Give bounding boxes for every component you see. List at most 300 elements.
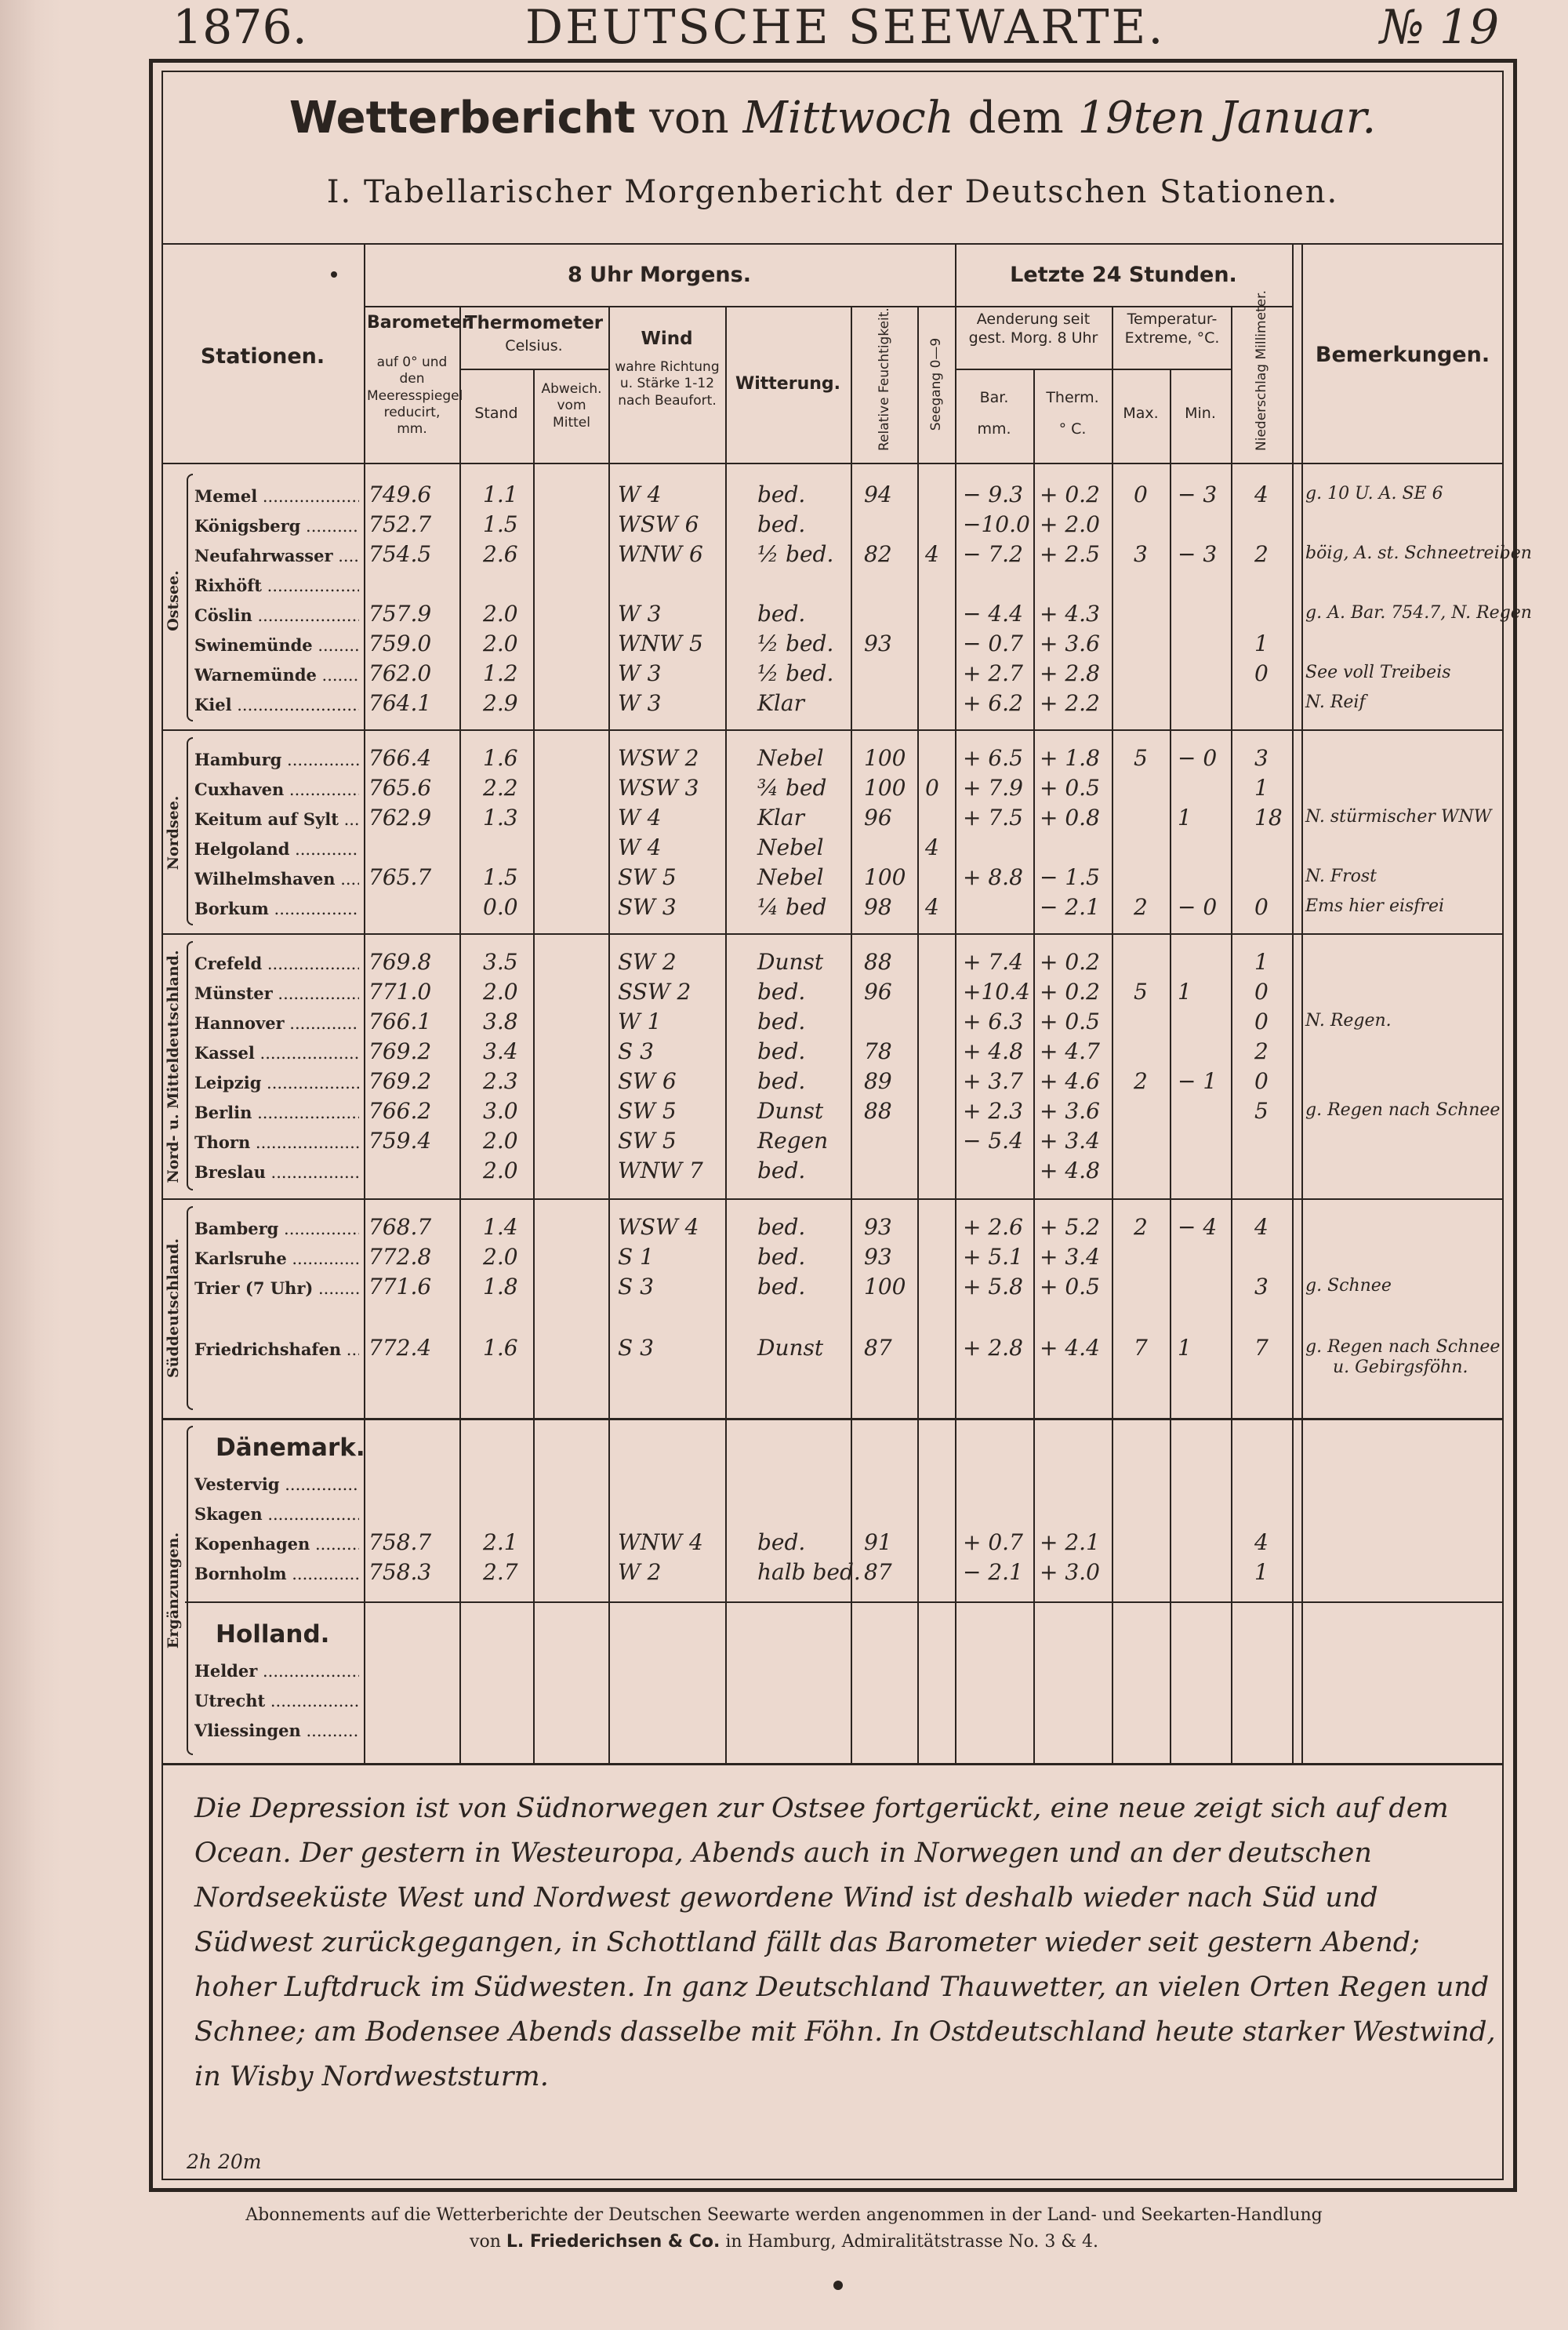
title-dem: dem	[967, 93, 1064, 144]
witterung-cell: ½ bed.	[757, 660, 834, 686]
humidity-cell: 89	[864, 1068, 892, 1094]
therm-change-cell: + 0.5	[1040, 1009, 1100, 1034]
witterung-cell: Nebel	[757, 745, 824, 771]
column-rule	[725, 306, 727, 1763]
wind-cell: W 3	[618, 660, 662, 686]
bar-change-cell: + 6.5	[963, 745, 1023, 771]
witterung-cell: bed.	[757, 1244, 806, 1270]
min-temp-cell: − 4	[1178, 1214, 1218, 1240]
bar-change-cell: + 8.8	[963, 864, 1023, 890]
column-rule	[1112, 306, 1113, 1763]
region-bracket	[187, 737, 193, 925]
precipitation-cell: 0	[1254, 1009, 1269, 1034]
precipitation-cell: 3	[1254, 1274, 1269, 1299]
bar-change-cell: − 4.4	[963, 601, 1023, 627]
precipitation-cell: 2	[1254, 1038, 1269, 1064]
remark-cell: N. stürmischer WNW	[1305, 807, 1492, 827]
wind-cell: SW 5	[618, 864, 677, 890]
station-name: Friedrichshafen .....	[194, 1339, 359, 1359]
witterung-cell: bed.	[757, 1068, 806, 1094]
header-mm: mm.	[977, 420, 1011, 438]
remark-cell: g. A. Bar. 754.7, N. Regen	[1305, 603, 1532, 623]
station-name: Hannover .....	[194, 1013, 359, 1033]
column-rule	[364, 243, 365, 1763]
min-temp-cell: − 0	[1178, 894, 1218, 920]
bar-cell: 757.9	[368, 601, 432, 627]
seegang-cell: 0	[925, 775, 939, 801]
witterung-cell: ½ bed.	[757, 631, 834, 656]
stand-cell: 3.8	[483, 1009, 518, 1034]
bar-cell: 762.0	[368, 660, 432, 686]
therm-change-cell: + 4.6	[1040, 1068, 1100, 1094]
min-temp-cell: − 0	[1178, 745, 1218, 771]
bar-change-cell: + 4.8	[963, 1038, 1023, 1064]
region-bracket	[187, 1206, 193, 1410]
wind-cell: W 3	[618, 690, 662, 716]
station-name: Crefeld .....	[194, 954, 359, 973]
witterung-cell: bed.	[757, 1214, 806, 1240]
humidity-cell: 96	[864, 979, 892, 1005]
humidity-cell: 100	[864, 775, 906, 801]
header-min: Min.	[1185, 405, 1216, 422]
precipitation-cell: 4	[1254, 1529, 1269, 1555]
stand-cell: 2.1	[483, 1529, 518, 1555]
witterung-cell: Dunst	[757, 949, 824, 975]
witterung-cell: bed.	[757, 1158, 806, 1183]
region-sued: Süddeutschland.	[165, 1238, 182, 1379]
header-remarks: Bemerkungen.	[1315, 343, 1490, 367]
column-rule	[1170, 369, 1171, 1763]
seegang-cell: 4	[925, 541, 939, 567]
humidity-cell: 93	[864, 631, 892, 656]
header-niederschlag: Niederschlag Millimeter.	[1253, 290, 1269, 451]
station-name: Helgoland .....	[194, 839, 359, 859]
bar-cell: 769.2	[368, 1068, 432, 1094]
stand-cell: 2.2	[483, 775, 518, 801]
wind-cell: WNW 7	[618, 1158, 703, 1183]
max-temp-cell: 5	[1134, 745, 1148, 771]
header-extreme: Temperatur-Extreme, °C.	[1124, 311, 1220, 347]
bar-cell: 768.7	[368, 1214, 432, 1240]
wind-cell: SW 2	[618, 949, 677, 975]
wind-cell: SW 5	[618, 1098, 677, 1124]
wind-cell: SW 5	[618, 1128, 677, 1154]
stand-cell: 2.0	[483, 1158, 518, 1183]
wind-cell: W 4	[618, 834, 662, 860]
header-therm: Therm.	[1046, 389, 1099, 406]
bar-change-cell: −10.0	[963, 511, 1030, 537]
stand-cell: 2.0	[483, 631, 518, 656]
title-date: 19ten Januar.	[1077, 93, 1377, 144]
therm-change-cell: + 4.8	[1040, 1158, 1100, 1183]
stand-cell: 2.0	[483, 601, 518, 627]
footer-address: in Hamburg, Admiralitätstrasse No. 3 & 4.	[725, 2232, 1098, 2252]
footer-dot	[833, 2281, 843, 2290]
remark-cell: Ems hier eisfrei	[1305, 896, 1444, 916]
max-temp-cell: 5	[1134, 979, 1148, 1005]
therm-change-cell: + 2.5	[1040, 541, 1100, 567]
remark-cell: N. Regen.	[1305, 1011, 1392, 1031]
header-stand: Stand	[474, 405, 518, 422]
precipitation-cell: 18	[1254, 805, 1283, 831]
bar-change-cell: + 7.5	[963, 805, 1023, 831]
station-name: Karlsruhe .....	[194, 1249, 359, 1268]
therm-change-cell: + 1.8	[1040, 745, 1100, 771]
remark-cell: N. Frost	[1305, 867, 1377, 886]
wind-cell: SSW 2	[618, 979, 691, 1005]
region-nordsee: Nordsee.	[165, 795, 182, 871]
stand-cell: 2.0	[483, 979, 518, 1005]
therm-change-cell: + 4.3	[1040, 601, 1100, 627]
station-name: Neufahrwasser .....	[194, 546, 359, 565]
witterung-cell: Nebel	[757, 864, 824, 890]
station-name: Helder .....	[194, 1661, 359, 1681]
header-aenderung: Aenderung seit gest. Morg. 8 Uhr	[968, 311, 1098, 347]
precipitation-cell: 3	[1254, 745, 1269, 771]
humidity-cell: 78	[864, 1038, 892, 1064]
bar-change-cell: + 6.2	[963, 690, 1023, 716]
title-weekday: Mittwoch	[742, 93, 954, 144]
region-bracket	[187, 941, 193, 1190]
station-name: Kopenhagen .....	[194, 1534, 359, 1554]
humidity-cell: 93	[864, 1214, 892, 1240]
stand-cell: 3.0	[483, 1098, 518, 1124]
bar-cell: 766.4	[368, 745, 432, 771]
precipitation-cell: 4	[1254, 1214, 1269, 1240]
bar-cell: 752.7	[368, 511, 432, 537]
station-name: Vliessingen .....	[194, 1721, 359, 1740]
therm-change-cell: + 2.8	[1040, 660, 1100, 686]
min-temp-cell: − 3	[1178, 482, 1218, 507]
station-name: Utrecht .....	[194, 1691, 359, 1710]
bar-change-cell: +10.4	[963, 979, 1030, 1005]
wind-cell: WSW 3	[618, 775, 699, 801]
precipitation-cell: 0	[1254, 894, 1269, 920]
bar-change-cell: + 6.3	[963, 1009, 1023, 1034]
witterung-cell: halb bed.	[757, 1559, 861, 1585]
humidity-cell: 96	[864, 805, 892, 831]
wind-cell: W 2	[618, 1559, 662, 1585]
humidity-cell: 87	[864, 1335, 892, 1361]
station-name: Breslau .....	[194, 1162, 359, 1182]
bar-cell: 765.7	[368, 864, 432, 890]
station-name: Bamberg .....	[194, 1219, 359, 1238]
therm-change-cell: + 3.4	[1040, 1244, 1100, 1270]
witterung-cell: ½ bed.	[757, 541, 834, 567]
precipitation-cell: 1	[1254, 631, 1269, 656]
witterung-cell: Klar	[757, 690, 804, 716]
footer-line-1: Abonnements auf die Wetterberichte der Deutschen Seewarte werden angenommen in der Land- und Seekarten-Handlung	[245, 2205, 1323, 2225]
therm-change-cell: + 3.6	[1040, 631, 1100, 656]
witterung-cell: Nebel	[757, 834, 824, 860]
witterung-cell: bed.	[757, 1009, 806, 1034]
precipitation-cell: 4	[1254, 482, 1269, 507]
bar-change-cell: − 0.7	[963, 631, 1023, 656]
column-rule	[955, 243, 956, 1763]
region-ostsee: Ostsee.	[165, 570, 182, 631]
table-bottom-rule	[162, 1763, 1504, 1765]
station-name: Wilhelmshaven .....	[194, 869, 359, 889]
therm-change-cell: + 3.6	[1040, 1098, 1100, 1124]
stand-cell: 2.3	[483, 1068, 518, 1094]
wind-cell: S 3	[618, 1274, 654, 1299]
precipitation-cell: 0	[1254, 979, 1269, 1005]
subheader-rule	[364, 306, 955, 307]
column-rule	[1292, 243, 1294, 1763]
column-rule	[608, 306, 610, 1763]
masthead: DEUTSCHE SEEWARTE.	[525, 0, 1166, 55]
stand-cell: 0.0	[483, 894, 518, 920]
witterung-cell: bed.	[757, 1274, 806, 1299]
country-holland: Holland.	[216, 1620, 330, 1648]
bar-cell: 758.3	[368, 1559, 432, 1585]
stand-cell: 2.6	[483, 541, 518, 567]
wind-cell: S 3	[618, 1038, 654, 1064]
wind-cell: W 4	[618, 805, 662, 831]
min-temp-cell: − 3	[1178, 541, 1218, 567]
station-name: Vestervig .....	[194, 1474, 359, 1494]
wind-cell: W 3	[618, 601, 662, 627]
region-bracket	[187, 1426, 193, 1755]
region-bracket	[187, 474, 193, 722]
column-rule	[917, 306, 919, 1763]
humidity-cell: 100	[864, 1274, 906, 1299]
therm-change-cell: + 2.0	[1040, 511, 1100, 537]
header-stations: Stationen.	[200, 344, 325, 369]
station-name: Berlin .....	[194, 1103, 359, 1122]
footer-line-2	[0, 2232, 1568, 2252]
bar-change-cell: + 5.8	[963, 1274, 1023, 1299]
subheader-rule	[459, 369, 608, 370]
station-name: Rixhöft .....	[194, 576, 359, 595]
station-name: Keitum auf Sylt .....	[194, 809, 359, 829]
station-name: Kiel .....	[194, 695, 359, 714]
header-bar: Bar.	[979, 389, 1009, 406]
wind-cell: WNW 6	[618, 541, 703, 567]
footer-von: von	[470, 2232, 501, 2252]
wind-cell: W 1	[618, 1009, 662, 1034]
header-feuchtigkeit: Relative Feuchtigkeit.	[876, 307, 892, 451]
stand-cell: 1.5	[483, 511, 518, 537]
report-subtitle: I. Tabellarischer Morgenbericht der Deutschen Stationen.	[326, 174, 1339, 210]
stand-cell: 1.1	[483, 482, 518, 507]
station-name: Hamburg .....	[194, 750, 359, 769]
bar-cell: 765.6	[368, 775, 432, 801]
header-degc: ° C.	[1058, 420, 1087, 438]
bar-cell: 771.0	[368, 979, 432, 1005]
bar-change-cell: − 7.2	[963, 541, 1023, 567]
title-prefix: Wetterbericht	[289, 93, 636, 144]
precipitation-cell: 5	[1254, 1098, 1269, 1124]
witterung-cell: ¾ bed	[757, 775, 827, 801]
stand-cell: 2.7	[483, 1559, 518, 1585]
seegang-cell: 4	[925, 894, 939, 920]
bar-change-cell: + 7.9	[963, 775, 1023, 801]
station-name: Cöslin .....	[194, 605, 359, 625]
header-abweichung: Abweich. vom Mittel	[541, 381, 602, 431]
witterung-cell: bed.	[757, 511, 806, 537]
therm-change-cell: + 2.1	[1040, 1529, 1100, 1555]
humidity-cell: 94	[864, 482, 892, 507]
station-name: Bornholm .....	[194, 1564, 359, 1583]
station-name: Skagen .....	[194, 1504, 359, 1524]
station-name: Cuxhaven .....	[194, 780, 359, 799]
humidity-cell: 93	[864, 1244, 892, 1270]
wind-cell: WSW 4	[618, 1214, 699, 1240]
therm-change-cell: + 5.2	[1040, 1214, 1100, 1240]
stand-cell: 2.9	[483, 690, 518, 716]
bar-cell: 766.2	[368, 1098, 432, 1124]
stand-cell: 1.4	[483, 1214, 518, 1240]
stand-cell: 3.4	[483, 1038, 518, 1064]
header-morning: 8 Uhr Morgens.	[568, 263, 751, 287]
witterung-cell: Klar	[757, 805, 804, 831]
witterung-cell: bed.	[757, 601, 806, 627]
bar-change-cell: + 2.6	[963, 1214, 1023, 1240]
remark-cell: g. 10 U. A. SE 6	[1305, 484, 1443, 503]
witterung-cell: Dunst	[757, 1098, 824, 1124]
bar-cell: 759.0	[368, 631, 432, 656]
station-name: Thorn .....	[194, 1132, 359, 1152]
therm-change-cell: + 4.7	[1040, 1038, 1100, 1064]
wind-cell: WNW 5	[618, 631, 703, 656]
remark-cell: böig, A. st. Schneetreiben	[1305, 543, 1532, 563]
header-barometer-sub: auf 0° und den Meeresspiegel reducirt, mm.	[367, 354, 463, 437]
bar-cell: 764.1	[368, 690, 432, 716]
remark-cell: g. Regen nach Schnee	[1305, 1337, 1501, 1357]
bar-change-cell: − 9.3	[963, 482, 1023, 507]
humidity-cell: 88	[864, 1098, 892, 1124]
station-name: Königsberg .....	[194, 516, 359, 536]
bar-change-cell: + 7.4	[963, 949, 1023, 975]
wind-cell: S 1	[618, 1244, 654, 1270]
station-name: Borkum .....	[194, 899, 359, 918]
bar-cell: 759.4	[368, 1128, 432, 1154]
max-temp-cell: 2	[1134, 1214, 1148, 1240]
humidity-cell: 88	[864, 949, 892, 975]
therm-change-cell: + 2.2	[1040, 690, 1100, 716]
year: 1876.	[172, 0, 307, 55]
therm-change-cell: + 0.2	[1040, 949, 1100, 975]
therm-change-cell: + 0.8	[1040, 805, 1100, 831]
column-rule	[851, 306, 852, 1763]
humidity-cell: 100	[864, 864, 906, 890]
station-name: Kassel .....	[194, 1043, 359, 1063]
column-rule	[1033, 369, 1035, 1763]
wind-cell: W 4	[618, 482, 662, 507]
header-barometer: Barometer	[367, 313, 470, 333]
column-rule	[1231, 306, 1232, 1763]
remark-cell: g. Regen nach Schnee	[1305, 1100, 1501, 1120]
header-celsius: Celsius.	[505, 337, 563, 354]
therm-change-cell: + 0.2	[1040, 482, 1100, 507]
bar-change-cell: − 2.1	[963, 1559, 1023, 1585]
humidity-cell: 91	[864, 1529, 892, 1555]
bar-change-cell: + 5.1	[963, 1244, 1023, 1270]
wind-cell: WNW 4	[618, 1529, 703, 1555]
wind-cell: SW 6	[618, 1068, 677, 1094]
report-title	[162, 93, 1504, 144]
precipitation-cell: 0	[1254, 660, 1269, 686]
bar-change-cell: + 3.7	[963, 1068, 1023, 1094]
header-last24: Letzte 24 Stunden.	[1010, 263, 1237, 287]
issue-number: № 19	[1380, 0, 1500, 55]
precipitation-cell: 1	[1254, 775, 1269, 801]
country-daenemark: Dänemark.	[216, 1434, 365, 1462]
column-rule	[459, 306, 461, 1763]
bar-change-cell: + 0.7	[963, 1529, 1023, 1555]
header-wind-sub: wahre Richtung u. Stärke 1-12 nach Beaufort.	[615, 359, 720, 409]
witterung-cell: bed.	[757, 482, 806, 507]
witterung-cell: bed.	[757, 1529, 806, 1555]
station-name: Swinemünde .....	[194, 635, 359, 655]
subheader-rule	[955, 306, 1292, 307]
therm-change-cell: − 1.5	[1040, 864, 1100, 890]
ink-dot	[331, 271, 337, 278]
region-mittel: Nord- u. Mitteldeutschland.	[165, 950, 182, 1183]
bar-change-cell: − 5.4	[963, 1128, 1023, 1154]
header-witterung: Witterung.	[735, 374, 841, 394]
stand-cell: 1.6	[483, 745, 518, 771]
witterung-cell: ¼ bed	[757, 894, 827, 920]
station-name: Memel .....	[194, 486, 359, 506]
humidity-cell: 87	[864, 1559, 892, 1585]
bar-cell: 771.6	[368, 1274, 432, 1299]
therm-change-cell: + 0.5	[1040, 775, 1100, 801]
header-thermometer: Thermometer	[464, 313, 604, 333]
weather-narrative: Die Depression ist von Südnorwegen zur Ostsee fortgerückt, eine neue zeigt sich auf dem Ocean. Der gestern in Westeuropa, Abends auch in Norwegen und an der deutschen Nordseeküste West und Nordwest gewordene Wind ist deshalb wieder nach Süd und Südwest zurückgegangen, in Schottland fällt das Barometer wieder seit gestern Abend; hoher Luftdruck im Südwesten. In ganz Deutschland Thauwetter, an vielen Orten Regen und Schnee; am Bodensee Abends dasselbe mit Föhn. In Ostdeutschland heute starker Westwind, in Wisby Nordweststurm.	[194, 1793, 1496, 2092]
therm-change-cell: − 2.1	[1040, 894, 1100, 920]
bar-cell: 749.6	[368, 482, 432, 507]
stand-cell: 1.3	[483, 805, 518, 831]
bar-change-cell: + 2.3	[963, 1098, 1023, 1124]
witterung-cell: Dunst	[757, 1335, 824, 1361]
bar-cell: 772.8	[368, 1244, 432, 1270]
max-temp-cell: 2	[1134, 894, 1148, 920]
remark-cell: N. Reif	[1305, 692, 1366, 712]
footer-firm: L. Friederichsen & Co.	[506, 2232, 720, 2252]
humidity-cell: 98	[864, 894, 892, 920]
station-name: Leipzig .....	[194, 1073, 359, 1092]
book-spine	[0, 0, 61, 2330]
wind-cell: S 3	[618, 1335, 654, 1361]
header-max: Max.	[1123, 405, 1159, 422]
stand-cell: 1.6	[483, 1335, 518, 1361]
remark-cell: g. Schnee	[1305, 1276, 1392, 1296]
bar-cell: 772.4	[368, 1335, 432, 1361]
max-temp-cell: 2	[1134, 1068, 1148, 1094]
remark-cell: See voll Treibeis	[1305, 663, 1451, 682]
bar-cell: 769.2	[368, 1038, 432, 1064]
precipitation-cell: 7	[1254, 1335, 1269, 1361]
stand-cell: 1.2	[483, 660, 518, 686]
humidity-cell: 82	[864, 541, 892, 567]
header-seegang: Seegang 0—9	[927, 337, 944, 431]
bar-cell: 754.5	[368, 541, 432, 567]
stand-cell: 1.5	[483, 864, 518, 890]
witterung-cell: bed.	[757, 979, 806, 1005]
therm-change-cell: + 3.0	[1040, 1559, 1100, 1585]
wind-cell: WSW 2	[618, 745, 699, 771]
station-name: Warnemünde .....	[194, 665, 359, 685]
remark-cell: u. Gebirgsföhn.	[1333, 1358, 1468, 1377]
stand-cell: 2.0	[483, 1128, 518, 1154]
therm-change-cell: + 0.2	[1040, 979, 1100, 1005]
title-von: von	[649, 93, 729, 144]
station-name: Münster .....	[194, 983, 359, 1003]
witterung-cell: bed.	[757, 1038, 806, 1064]
subheader-rule	[955, 369, 1231, 370]
